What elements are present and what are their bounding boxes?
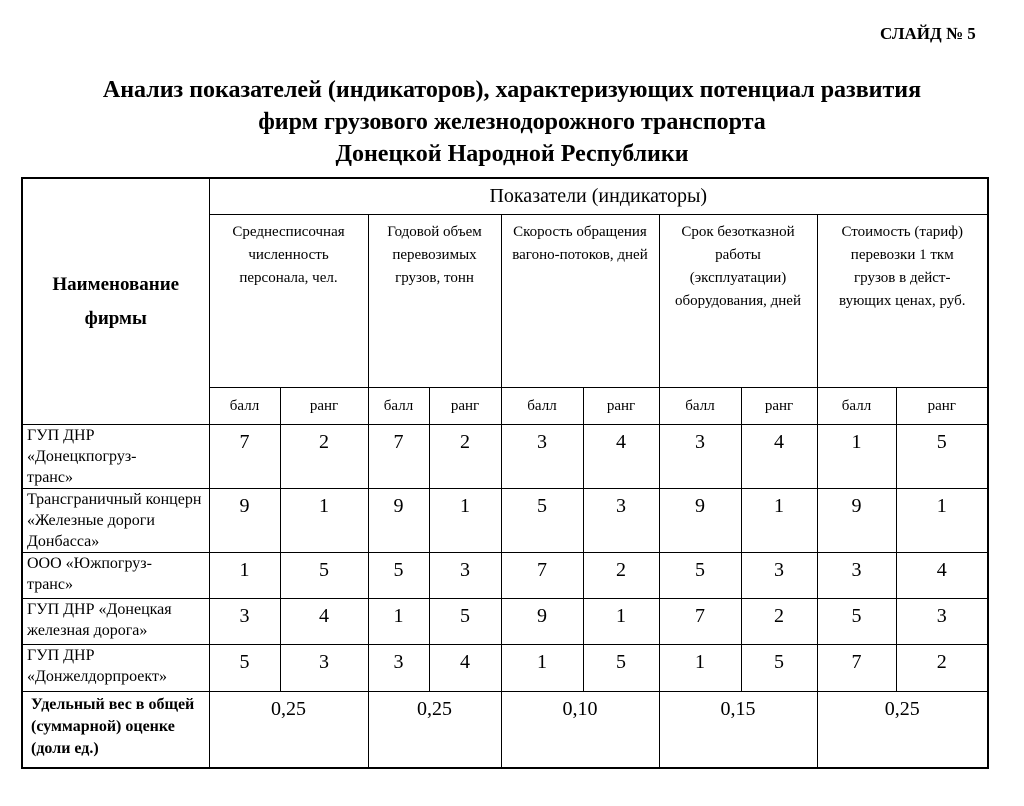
score-cell: 1 <box>659 645 741 692</box>
rank-cell: 3 <box>280 645 368 692</box>
rank-cell: 4 <box>896 553 988 599</box>
rank-cell: 1 <box>429 489 501 553</box>
rank-cell: 1 <box>583 599 659 645</box>
firm-name: ГУП ДНР «Донецкая железная дорога» <box>22 599 209 645</box>
score-cell: 7 <box>368 425 429 489</box>
score-cell: 9 <box>501 599 583 645</box>
table-row <box>22 489 988 553</box>
score-cell: 7 <box>501 553 583 599</box>
score-cell: 1 <box>368 599 429 645</box>
score-cell: 5 <box>209 645 280 692</box>
indicator-header: Стоимость (тариф) перевозки 1 ткм грузов в дейст-вующих ценах, руб. <box>817 215 988 388</box>
rank-cell: 1 <box>280 489 368 553</box>
score-cell: 5 <box>817 599 896 645</box>
sub-header: ранг <box>429 388 501 425</box>
rank-cell: 3 <box>583 489 659 553</box>
score-cell: 3 <box>501 425 583 489</box>
rank-cell: 3 <box>896 599 988 645</box>
score-cell: 9 <box>659 489 741 553</box>
score-cell: 7 <box>659 599 741 645</box>
score-cell: 3 <box>368 645 429 692</box>
weight-row <box>22 692 988 768</box>
indicators-table <box>21 177 989 769</box>
rank-cell: 1 <box>741 489 817 553</box>
rank-cell: 2 <box>280 425 368 489</box>
sub-header: балл <box>368 388 429 425</box>
table-row <box>22 599 988 645</box>
score-cell: 5 <box>501 489 583 553</box>
score-cell: 1 <box>209 553 280 599</box>
rank-cell: 5 <box>429 599 501 645</box>
table-row <box>22 553 988 599</box>
score-cell: 9 <box>817 489 896 553</box>
rank-cell: 1 <box>896 489 988 553</box>
slide-number: СЛАЙД № 5 <box>880 24 976 43</box>
weight-label: Удельный вес в общей (суммарной) оценке (доли ед.) <box>22 692 209 768</box>
sub-header: балл <box>817 388 896 425</box>
rank-cell: 5 <box>583 645 659 692</box>
table-row <box>22 425 988 489</box>
score-cell: 1 <box>817 425 896 489</box>
score-cell: 7 <box>209 425 280 489</box>
score-cell: 3 <box>659 425 741 489</box>
title-line-1: Анализ показателей (индикаторов), характеризующих потенциал развития <box>102 77 922 103</box>
indicator-header: Годовой объем перевозимых грузов, тонн <box>368 215 501 388</box>
rank-cell: 2 <box>741 599 817 645</box>
weight-cell: 0,25 <box>209 692 368 768</box>
sub-header: ранг <box>583 388 659 425</box>
score-cell: 3 <box>209 599 280 645</box>
weight-cell: 0,25 <box>817 692 988 768</box>
sub-header: ранг <box>741 388 817 425</box>
rank-cell: 3 <box>741 553 817 599</box>
indicator-header: Срок безотказной работы (эксплуатации) оборудования, дней <box>659 215 817 388</box>
weight-cell: 0,10 <box>501 692 659 768</box>
indicator-header: Скорость обращения вагоно-потоков, дней <box>501 215 659 388</box>
rank-cell: 5 <box>280 553 368 599</box>
sub-header: балл <box>659 388 741 425</box>
firm-name: ООО «Южпогруз-транс» <box>22 553 209 599</box>
score-cell: 5 <box>659 553 741 599</box>
weight-cell: 0,15 <box>659 692 817 768</box>
sub-header: ранг <box>280 388 368 425</box>
rank-cell: 5 <box>896 425 988 489</box>
rank-cell: 4 <box>429 645 501 692</box>
score-cell: 1 <box>501 645 583 692</box>
rank-cell: 2 <box>429 425 501 489</box>
table-row <box>22 645 988 692</box>
weight-cell: 0,25 <box>368 692 501 768</box>
firm-name-header: Наименование фирмы <box>22 178 209 425</box>
score-cell: 9 <box>368 489 429 553</box>
sub-header: балл <box>209 388 280 425</box>
rank-cell: 5 <box>741 645 817 692</box>
rank-cell: 2 <box>896 645 988 692</box>
sub-header: ранг <box>896 388 988 425</box>
rank-cell: 2 <box>583 553 659 599</box>
score-cell: 7 <box>817 645 896 692</box>
sub-header: балл <box>501 388 583 425</box>
rank-cell: 3 <box>429 553 501 599</box>
firm-name: ГУП ДНР «Донжелдорпроект» <box>22 645 209 692</box>
page-title <box>0 74 1024 170</box>
indicators-header: Показатели (индикаторы) <box>209 178 988 215</box>
firm-name: ГУП ДНР «Донецкпогруз-транс» <box>22 425 209 489</box>
score-cell: 9 <box>209 489 280 553</box>
score-cell: 5 <box>368 553 429 599</box>
title-line-3: Донецкой Народной Республики <box>335 141 689 167</box>
indicator-header: Среднесписочная численность персонала, чел. <box>209 215 368 388</box>
rank-cell: 4 <box>741 425 817 489</box>
firm-name: Трансграничный концерн «Железные дороги Донбасса» <box>22 489 209 553</box>
score-cell: 3 <box>817 553 896 599</box>
rank-cell: 4 <box>280 599 368 645</box>
title-line-2: фирм грузового железнодорожного транспорта <box>258 109 766 135</box>
rank-cell: 4 <box>583 425 659 489</box>
